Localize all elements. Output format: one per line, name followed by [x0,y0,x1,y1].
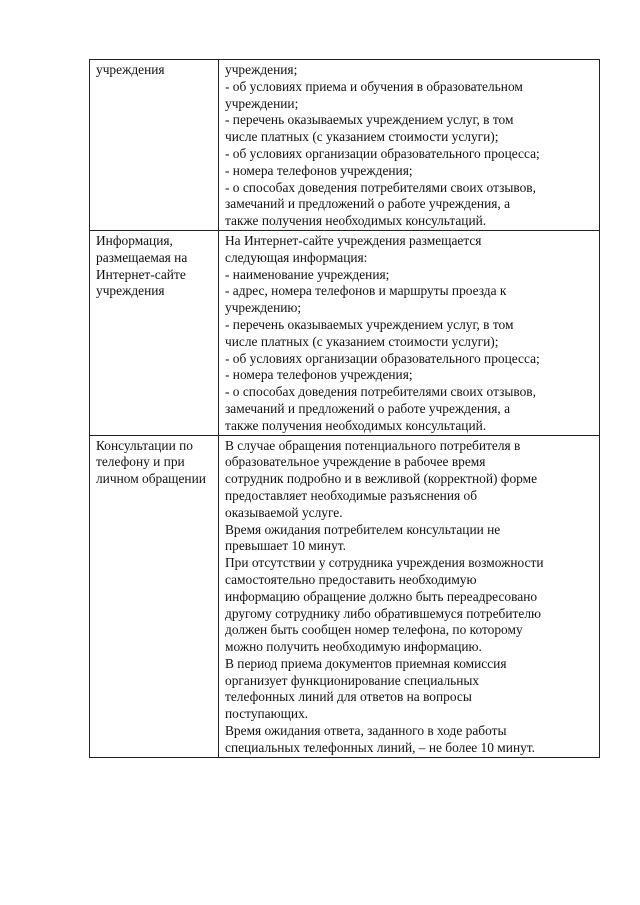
table-body [90,60,600,758]
row-content-cell [219,60,600,231]
row-content-line: - о способах доведения потребителями своих отзывов, [225,179,536,195]
row-content-line: учреждении; [225,95,299,111]
row-content-line: - перечень оказываемых учреждением услуг, в том [225,112,514,128]
row-label-line: Интернет-сайте [96,266,186,282]
row-content-line: также получения необходимых консультаций. [225,417,487,433]
row-content-line: следующая информация: [225,249,368,265]
row-content-line: - номера телефонов учреждения; [225,367,413,383]
row-content-line: самостоятельно предоставить необходимую [225,571,477,587]
row-label-cell [90,60,219,231]
row-content-line: В период приема документов приемная комиссия [225,655,507,671]
table-row [90,435,600,757]
row-content-line: информацию обращение должно быть переадресовано [225,588,538,604]
row-content-line: числе платных (с указанием стоимости услуги); [225,129,499,145]
row-content-line: - об условиях организации образовательного процесса; [225,145,540,161]
row-content-line: учреждения; [225,62,298,77]
row-label-line: учреждения [96,283,165,299]
row-content-line: организует функционирование специальных [225,672,480,688]
row-content-line: - адрес, номера телефонов и маршруты проезда к [225,283,507,299]
row-content-line: На Интернет-сайте учреждения размещается [225,232,482,248]
row-content-line: оказываемой услуге. [225,504,343,520]
table-row [90,60,600,231]
row-label-line: Консультации по [96,437,193,453]
row-content-line: - наименование учреждения; [225,266,390,282]
row-content-line: Время ожидания ответа, заданного в ходе работы [225,723,507,739]
row-content-line: - об условиях приема и обучения в образовательном [225,78,523,94]
row-content-line: - об условиях организации образовательного процесса; [225,350,540,366]
services-info-table [89,59,600,758]
row-label-line: учреждения [96,62,165,77]
row-content-line: - перечень оказываемых учреждением услуг, в том [225,316,514,332]
row-content-line: - о способах доведения потребителями своих отзывов, [225,384,536,400]
row-content-line: образовательное учреждение в рабочее время [225,454,486,470]
row-content-line: предоставляет необходимые разъяснения об [225,487,478,503]
row-content-cell [219,230,600,435]
row-content-line: Время ожидания потребителем консультации не [225,521,501,537]
row-label-line: размещаемая на [96,249,188,265]
row-content-line: учреждению; [225,300,302,316]
row-content-line: поступающих. [225,706,309,722]
row-label-cell [90,230,219,435]
row-label-line: Информация, [96,232,173,248]
row-content-line: сотрудник подробно и в вежливой (корректной) форме [225,471,538,487]
row-content-line: превышает 10 минут. [225,538,346,554]
row-content-line: можно получить необходимую информацию. [225,639,482,655]
row-content-line: При отсутствии у сотрудника учреждения возможности [225,555,544,571]
row-content-line: замечаний и предложений о работе учреждения, а [225,196,511,212]
row-content-line: - номера телефонов учреждения; [225,162,413,178]
row-content-line: В случае обращения потенциального потребителя в [225,437,521,453]
row-content-line: замечаний и предложений о работе учреждения, а [225,400,511,416]
row-content-line: телефонных линий для ответов на вопросы [225,689,472,705]
row-content-line: другому сотруднику либо обратившемуся потребителю [225,605,542,621]
row-content-line: специальных телефонных линий, – не более 10 минут. [225,739,535,755]
row-label-line: личном обращении [96,471,206,487]
table-row [90,230,600,435]
row-label-line: телефону и при [96,454,185,470]
row-content-line: также получения необходимых консультаций. [225,213,487,229]
row-content-cell [219,435,600,757]
row-content-line: должен быть сообщен номер телефона, по которому [225,622,523,638]
row-content-line: числе платных (с указанием стоимости услуги); [225,333,499,349]
row-label-cell [90,435,219,757]
